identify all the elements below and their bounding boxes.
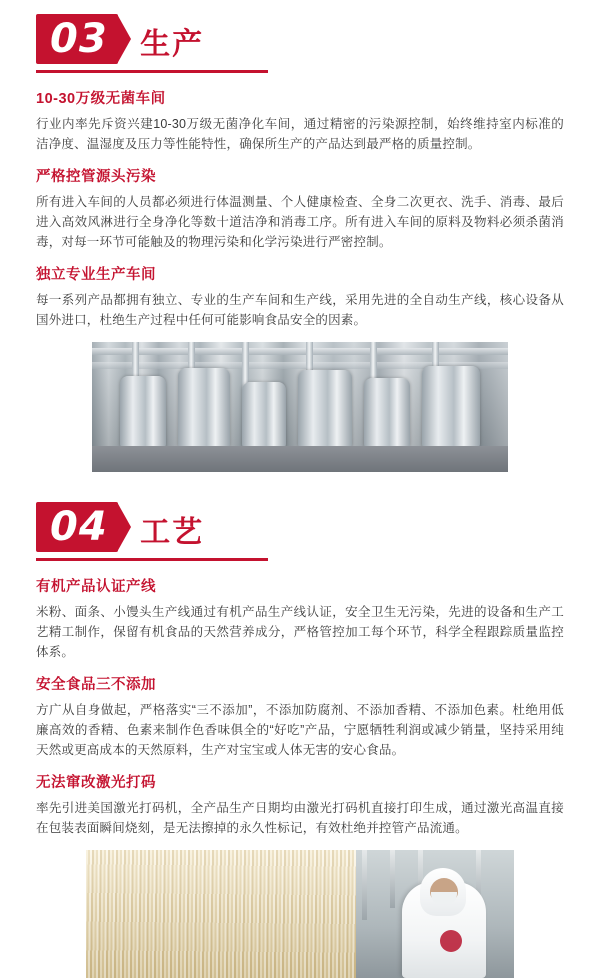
section-title: 工艺 bbox=[140, 515, 205, 550]
subsection-heading: 独立专业生产车间 bbox=[36, 267, 156, 283]
subsection-heading: 无法窜改激光打码 bbox=[36, 775, 156, 791]
section-title: 生产 bbox=[140, 27, 205, 62]
subsection-heading: 严格控管源头污染 bbox=[36, 169, 156, 185]
subsection-heading: 有机产品认证产线 bbox=[36, 579, 156, 595]
subsection-paragraph: 方广从自身做起，严格落实“三不添加”，不添加防腐剂、不添加香精、不添加色素。杜绝用低廉高效的香精、色素来制作色香味俱全的“好吃”产品，宁愿牺牲利润或减少销量，坚持采用纯天然或更高成本的天然原料，生产对宝宝或人体无害的安心食品。 bbox=[36, 703, 564, 757]
subsection-paragraph: 所有进入车间的人员都必须进行体温测量、个人健康检查、全身二次更衣、洗手、消毒、最后进入高效风淋进行全身净化等数十道洁净和消毒工序。所有进入车间的原料及物料必须杀菌消毒，对每一环节可能触及的物理污染和化学污染进行严密控制。 bbox=[36, 195, 564, 249]
subsection-heading: 10-30万级无菌车间 bbox=[36, 91, 166, 107]
document-page bbox=[0, 14, 600, 877]
section-underline bbox=[36, 70, 268, 73]
noodle-production-photo bbox=[86, 850, 514, 978]
subsection-paragraph: 每一系列产品都拥有独立、专业的生产车间和生产线，采用先进的全自动生产线，核心设备从国外进口，杜绝生产过程中任何可能影响食品安全的因素。 bbox=[36, 293, 564, 327]
section-header-03 bbox=[36, 14, 564, 76]
subsection-heading: 安全食品三不添加 bbox=[36, 677, 156, 693]
subsection-paragraph: 行业内率先斥资兴建10-30万级无菌净化车间，通过精密的污染源控制，始终维持室内标准的洁净度、温湿度及压力等性能特性，确保所生产的产品达到最严格的质量控制。 bbox=[36, 117, 564, 151]
section-number-badge: 03 bbox=[36, 14, 118, 64]
section-header-04 bbox=[36, 502, 564, 564]
section-number-badge: 04 bbox=[36, 502, 118, 552]
section-underline bbox=[36, 558, 268, 561]
production-workshop-photo bbox=[92, 342, 508, 472]
subsection-paragraph: 率先引进美国激光打码机，全产品生产日期均由激光打码机直接打印生成，通过激光高温直接在包装表面瞬间烧刻，是无法擦掉的永久性标记，有效杜绝并控管产品流通。 bbox=[36, 801, 564, 835]
subsection-paragraph: 米粉、面条、小馒头生产线通过有机产品生产线认证，安全卫生无污染，先进的设备和生产工艺精工制作，保留有机食品的天然营养成分，严格管控加工每个环节，科学全程跟踪质量监控体系。 bbox=[36, 605, 564, 659]
